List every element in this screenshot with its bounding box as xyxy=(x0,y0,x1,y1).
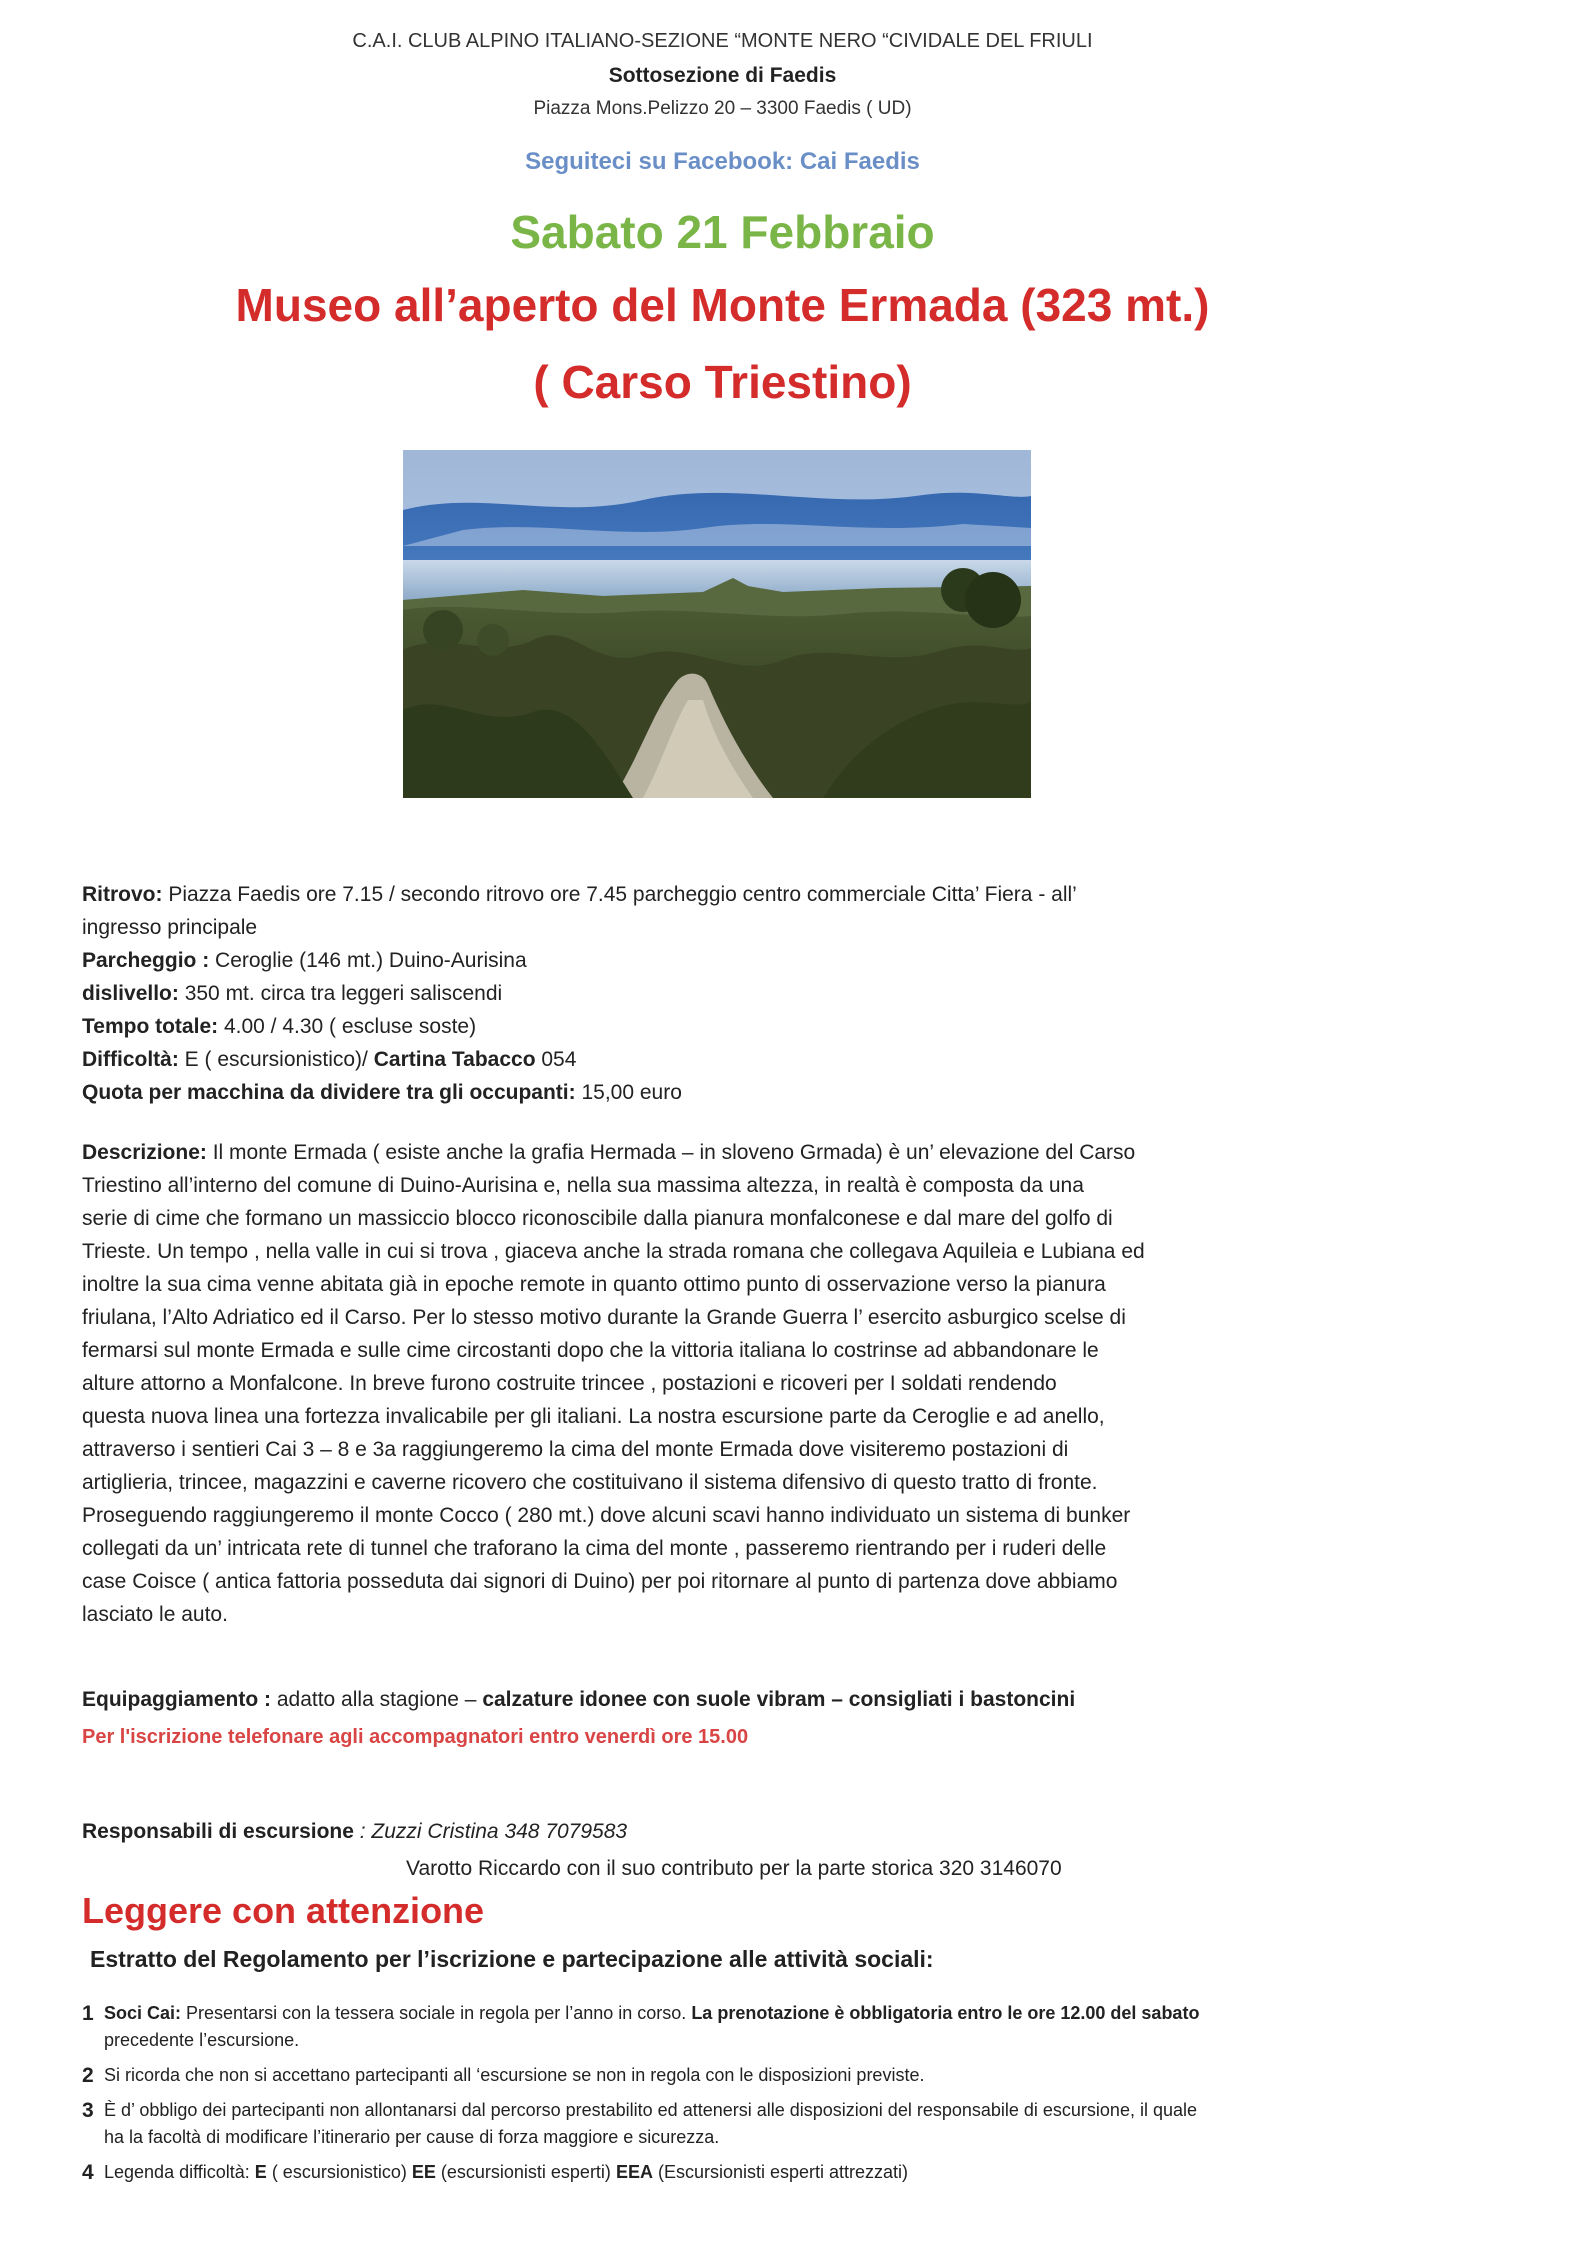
rule-3-line-2: ha la facoltà di modificare l’itinerario per cause di forza maggiore e sicurezza. xyxy=(104,2127,720,2147)
organization-name: C.A.I. CLUB ALPINO ITALIANO-SEZIONE “MONTE NERO “CIVIDALE DEL FRIULI xyxy=(352,30,1093,52)
dislivello-line xyxy=(82,977,1402,1010)
rule-1-line-2: precedente l’escursione. xyxy=(104,2030,300,2050)
attention-heading: Leggere con attenzione xyxy=(82,1890,485,1931)
ritrovo-line-2: ingresso principale xyxy=(82,916,258,939)
quota-label: Quota per macchina da dividere tra gli occupanti: xyxy=(82,1081,576,1104)
parcheggio-value: Ceroglie (146 mt.) Duino-Aurisina xyxy=(209,949,527,972)
dislivello-value: 350 mt. circa tra leggeri saliscendi xyxy=(178,982,503,1005)
ritrovo-label: Ritrovo: xyxy=(82,883,163,906)
description-line: serie di cime che formano un massiccio blocco riconoscibile dalla pianura monfalconese e dal mare del golfo di xyxy=(82,1207,1113,1230)
description-line: collegati da un’ intricata rete di tunnel che traforano la cima del monte , passeremo rientrando per i ruderi delle xyxy=(82,1537,1107,1560)
registration-note: Per l'iscrizione telefonare agli accompagnatori entro venerdì ore 15.00 xyxy=(82,1726,749,1748)
cartina-label: Cartina Tabacco xyxy=(373,1048,536,1071)
description-label: Descrizione: xyxy=(82,1141,207,1164)
landscape-photo xyxy=(403,450,1031,798)
description-line: questa nuova linea una fortezza invalicabile per gli italiani. La nostra escursione parte da Ceroglie e ad anello, xyxy=(82,1405,1105,1428)
description-line: Proseguendo raggiungeremo il monte Cocco ( 280 mt.) dove alcuni scavi hanno individuato un sistema di bunker xyxy=(82,1504,1131,1527)
equipment-bold-value: calzature idonee con suole vibram – consigliati i bastoncini xyxy=(482,1688,1076,1711)
description-line: Descrizione: Il monte Ermada ( esiste anche la grafia Hermada – in sloveno Grmada) è un’ elevazione del Carso xyxy=(82,1141,1136,1164)
description-line: fermarsi sul monte Ermada e sulle cime circostanti dopo che la vittoria italiana lo costrinse ad abbandonare le xyxy=(82,1339,1099,1362)
cartina-value: 054 xyxy=(535,1048,577,1071)
responsible-label: Responsabili di escursione xyxy=(82,1820,354,1843)
ritrovo-value: Piazza Faedis ore 7.15 / secondo ritrovo ore 7.45 parcheggio centro commerciale Citta’ Fiera - all’ xyxy=(162,883,1077,906)
parcheggio-label: Parcheggio : xyxy=(82,949,210,972)
description-line: case Coisce ( antica fattoria posseduta dai signori di Duino) per poi ritornare al punto di partenza dove abbiamo xyxy=(82,1570,1118,1593)
event-subtitle: ( Carso Triestino) xyxy=(533,356,912,408)
landscape-illustration xyxy=(403,450,1031,798)
description-line: inoltre la sua cima venne abitata già in epoche remote in quanto ottimo punto di osservazione verso la pianura xyxy=(82,1273,1106,1296)
rule-item: 4 Legenda difficoltà: E ( escursionistico) EE (escursionisti esperti) EEA (Escursionisti esperti attrezzati) xyxy=(82,2161,909,2184)
description-line: artiglieria, trincee, magazzini e caverne ricovero che costituivano il sistema difensivo di questo tratto di fronte. xyxy=(82,1471,1098,1494)
rule-number: 1 xyxy=(82,2002,94,2025)
parcheggio-line xyxy=(82,944,1402,977)
rule-item xyxy=(82,2097,1522,2151)
rule-3-text: È d’ obbligo dei partecipanti non allontanarsi dal percorso prestabilito ed attenersi alle disposizioni del responsabile di escursione, il quale xyxy=(104,2100,1197,2120)
ritrovo-line xyxy=(82,878,1402,911)
equipment-label: Equipaggiamento : xyxy=(82,1688,271,1711)
description-line: Triestino all’interno del comune di Duino-Aurisina e, nella sua massima altezza, in realtà è composta da una xyxy=(82,1174,1084,1197)
subsection-name: Sottosezione di Faedis xyxy=(608,64,837,87)
responsible-name-1: : Zuzzi Cristina 348 7079583 xyxy=(353,1820,628,1843)
difficolta-label: Difficoltà: xyxy=(82,1048,179,1071)
description-line: attraverso i sentieri Cai 3 – 8 e 3a raggiungeremo la cima del monte Ermada dove visiteremo postazioni di xyxy=(82,1438,1069,1461)
rules-list xyxy=(82,2000,1522,2194)
event-title: Museo all’aperto del Monte Ermada (323 mt.) xyxy=(235,279,1210,331)
rule-item: 1 Soci Cai: Presentarsi con la tessera sociale in regola per l’anno in corso. La prenotazione è obbligatoria entro le ore 12.00 del sabato precedente l’escursione. xyxy=(82,2000,1522,2054)
tempo-line xyxy=(82,1010,1402,1043)
rule-item xyxy=(82,2062,1522,2089)
description-line: lasciato le auto. xyxy=(82,1603,228,1626)
event-date: Sabato 21 Febbraio xyxy=(510,206,935,258)
rule-number: 3 xyxy=(82,2099,94,2122)
rule-2-text: Si ricorda che non si accettano partecipanti all ‘escursione se non in regola con le disposizioni previste. xyxy=(104,2065,925,2085)
trip-info xyxy=(82,878,1402,1109)
rule-number: 4 xyxy=(82,2161,94,2184)
quota-line xyxy=(82,1076,1402,1109)
rule-1-bold: La prenotazione è obbligatoria entro le ore 12.00 del sabato xyxy=(691,2003,1200,2023)
responsible-line-1 xyxy=(82,1820,627,1844)
rule-number: 2 xyxy=(82,2064,94,2087)
difficolta-line xyxy=(82,1043,1402,1076)
quota-value: 15,00 euro xyxy=(575,1081,682,1104)
address: Piazza Mons.Pelizzo 20 – 3300 Faedis ( UD) xyxy=(533,98,912,119)
description xyxy=(82,1136,1402,1631)
facebook-note: Seguiteci su Facebook: Cai Faedis xyxy=(525,148,920,175)
responsible-line-2: Varotto Riccardo con il suo contributo per la parte storica 320 3146070 xyxy=(406,1857,1062,1880)
attention-subheading: Estratto del Regolamento per l’iscrizione e partecipazione alle attività sociali: xyxy=(90,1946,934,1972)
description-line: friulana, l’Alto Adriatico ed il Carso. Per lo stesso motivo durante la Grande Guerra l’ esercito asburgico scelse di xyxy=(82,1306,1126,1329)
equipment-line xyxy=(82,1688,1075,1712)
difficolta-value: E ( escursionistico)/ xyxy=(178,1048,374,1071)
tempo-value: 4.00 / 4.30 ( escluse soste) xyxy=(218,1015,477,1038)
rule-1-label: Soci Cai: xyxy=(104,2003,182,2023)
tempo-label: Tempo totale: xyxy=(82,1015,219,1038)
dislivello-label: dislivello: xyxy=(82,982,179,1005)
equipment-value: adatto alla stagione – xyxy=(271,1688,483,1711)
description-line: Trieste. Un tempo , nella valle in cui si trova , giaceva anche la strada romana che collegava Aquileia e Lubiana ed xyxy=(82,1240,1145,1263)
description-line: alture attorno a Monfalcone. In breve furono costruite trincee , postazioni e ricoveri per I soldati rendendo xyxy=(82,1372,1057,1395)
